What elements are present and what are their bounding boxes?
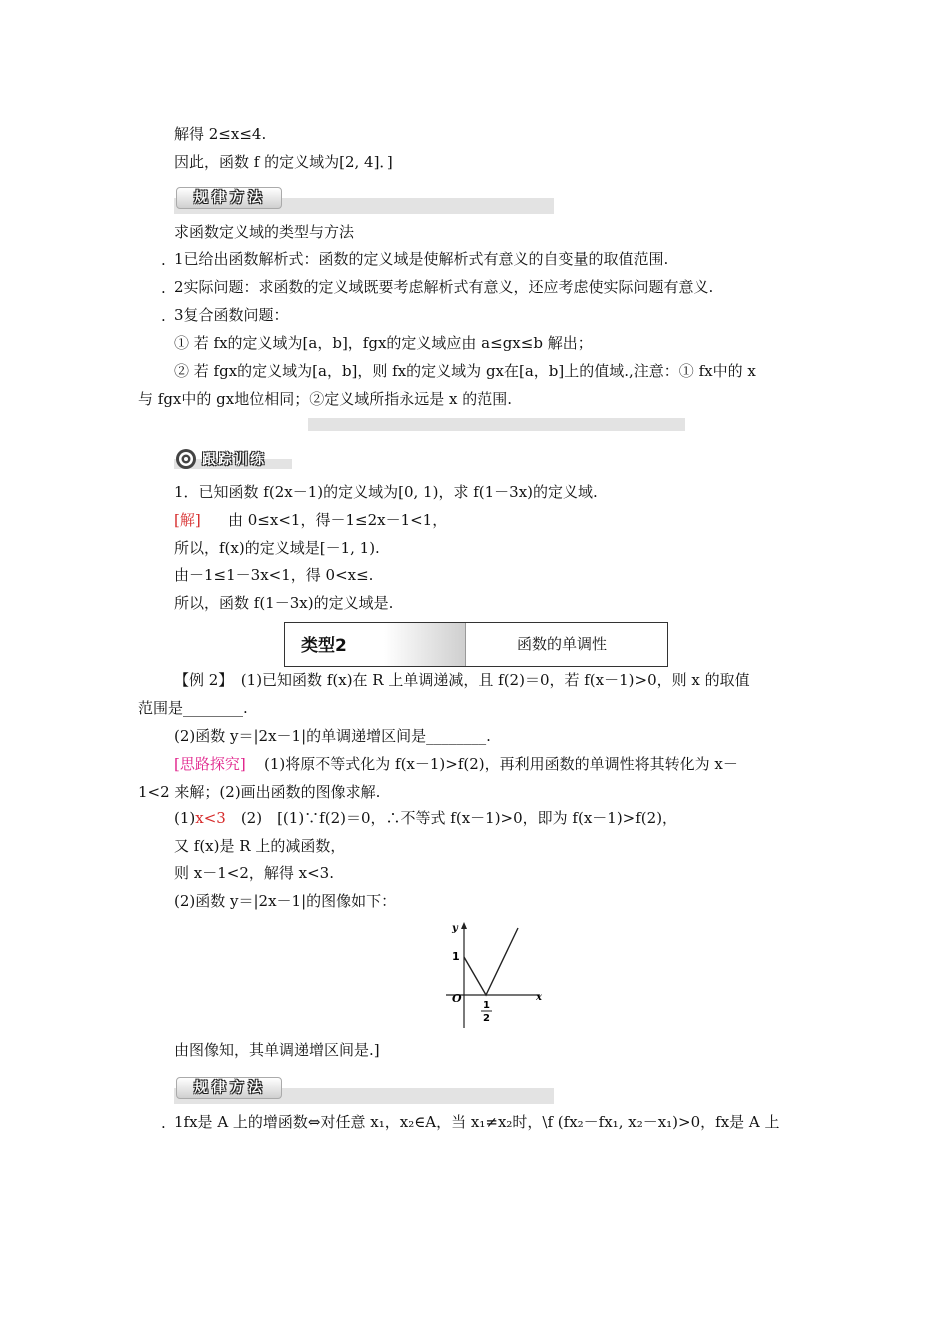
text-line: 又 f(x)是 R 上的减函数， [174, 837, 346, 855]
rule-method-label: 规律方法 [194, 1080, 266, 1096]
text-line: 解得 2≤x≤4. [174, 125, 267, 143]
origin-label: O [452, 992, 462, 1005]
x-tick-denominator: 2 [483, 1013, 490, 1024]
answer-rest: (2) [(1)∵f(2)＝0，∴不等式 f(x－1)>0，即为 f(x－1)>f(2)， [225, 809, 678, 827]
hint-tag: [思路探究] [174, 755, 246, 773]
rule-method-tag [176, 187, 280, 207]
text-line: ② 若 fgx的定义域为[a，b]，则 fx的定义域为 gx在[a，b]上的值域.,注意：① fx中的 x [174, 362, 756, 380]
target-icon [174, 448, 200, 470]
bullet-dot: . [161, 251, 166, 269]
text-line: 2实际问题：求函数的定义域既要考虑解析式有意义，还应考虑使实际问题有意义. [174, 278, 714, 296]
text-line: (1)将原不等式化为 f(x－1)>f(2)，再利用函数的单调性将其转化为 x－ [264, 755, 738, 773]
text-line [174, 808, 677, 828]
abs-function-graph [440, 920, 550, 1032]
function-curve [464, 928, 518, 995]
rule-method-tag [176, 1077, 280, 1097]
text-line: 与 fgx中的 gx地位相同；②定义域所指永远是 x 的范围. [138, 390, 512, 408]
x-tick-numerator: 1 [483, 1000, 490, 1011]
text-line: 1<2 来解；(2)画出函数的图像求解. [138, 783, 381, 801]
track-training-tag [174, 449, 292, 469]
text-line: 1fx是 A 上的增函数⇔对任意 x₁，x₂∈A，当 x₁≠x₂时，\f (fx₂－fx₁, x₂－x₁)>0，fx是 A 上 [174, 1113, 780, 1131]
type-label: 类型2 [301, 636, 347, 656]
text-line: 则 x－1<2，解得 x<3. [174, 864, 334, 882]
text-line: 所以，f(x)的定义域是[－1, 1). [174, 539, 380, 557]
track-training-label: 跟踪训练 [202, 452, 266, 468]
rule-method-label: 规律方法 [194, 190, 266, 206]
text-line: 因此，函数 f 的定义域为[2, 4]．] [174, 153, 393, 171]
type-header-box [284, 622, 668, 667]
y-tick-label: 1 [452, 950, 460, 963]
text-line: ① 若 fx的定义域为[a，b]，fgx的定义域应由 a≤gx≤b 解出； [174, 334, 593, 352]
text-line: 1已给出函数解析式：函数的定义域是使解析式有意义的自变量的取值范围. [174, 250, 669, 268]
text-line: 1．已知函数 f(2x－1)的定义域为[0, 1)，求 f(1－3x)的定义域. [174, 483, 598, 501]
text-line: 范围是________. [138, 699, 248, 717]
text-line: (2)函数 y＝|2x－1|的图像如下： [174, 892, 397, 910]
type-cell [285, 623, 466, 666]
answer-value: x<3 [195, 809, 226, 827]
section-bar [308, 418, 685, 431]
text-line: 3复合函数问题： [174, 306, 289, 324]
bullet-dot: . [161, 307, 166, 325]
text-line: 【例 2】 (1)已知函数 f(x)在 R 上单调递减，且 f(2)＝0，若 f(x－1)>0，则 x 的取值 [174, 671, 750, 689]
text-line: (2)函数 y＝|2x－1|的单调递增区间是________. [174, 727, 491, 745]
text-line: 由图像知，其单调递增区间是.] [174, 1041, 380, 1059]
text-line: 由 0≤x<1，得－1≤2x－1<1， [228, 511, 448, 529]
x-axis-label: x [536, 992, 542, 1003]
answer-tag: [解] [174, 511, 201, 529]
bullet-dot: . [161, 1114, 166, 1132]
text-line: 所以，函数 f(1－3x)的定义域是. [174, 594, 394, 612]
text-line: 求函数定义域的类型与方法 [174, 223, 355, 241]
answer-part-label: (1) [174, 809, 196, 827]
y-axis-label: y [452, 923, 458, 934]
bullet-dot: . [161, 279, 166, 297]
text-line: 由－1≤1－3x<1，得 0<x≤. [174, 566, 374, 584]
y-axis-arrow [461, 922, 467, 929]
type-title: 函数的单调性 [517, 635, 608, 653]
